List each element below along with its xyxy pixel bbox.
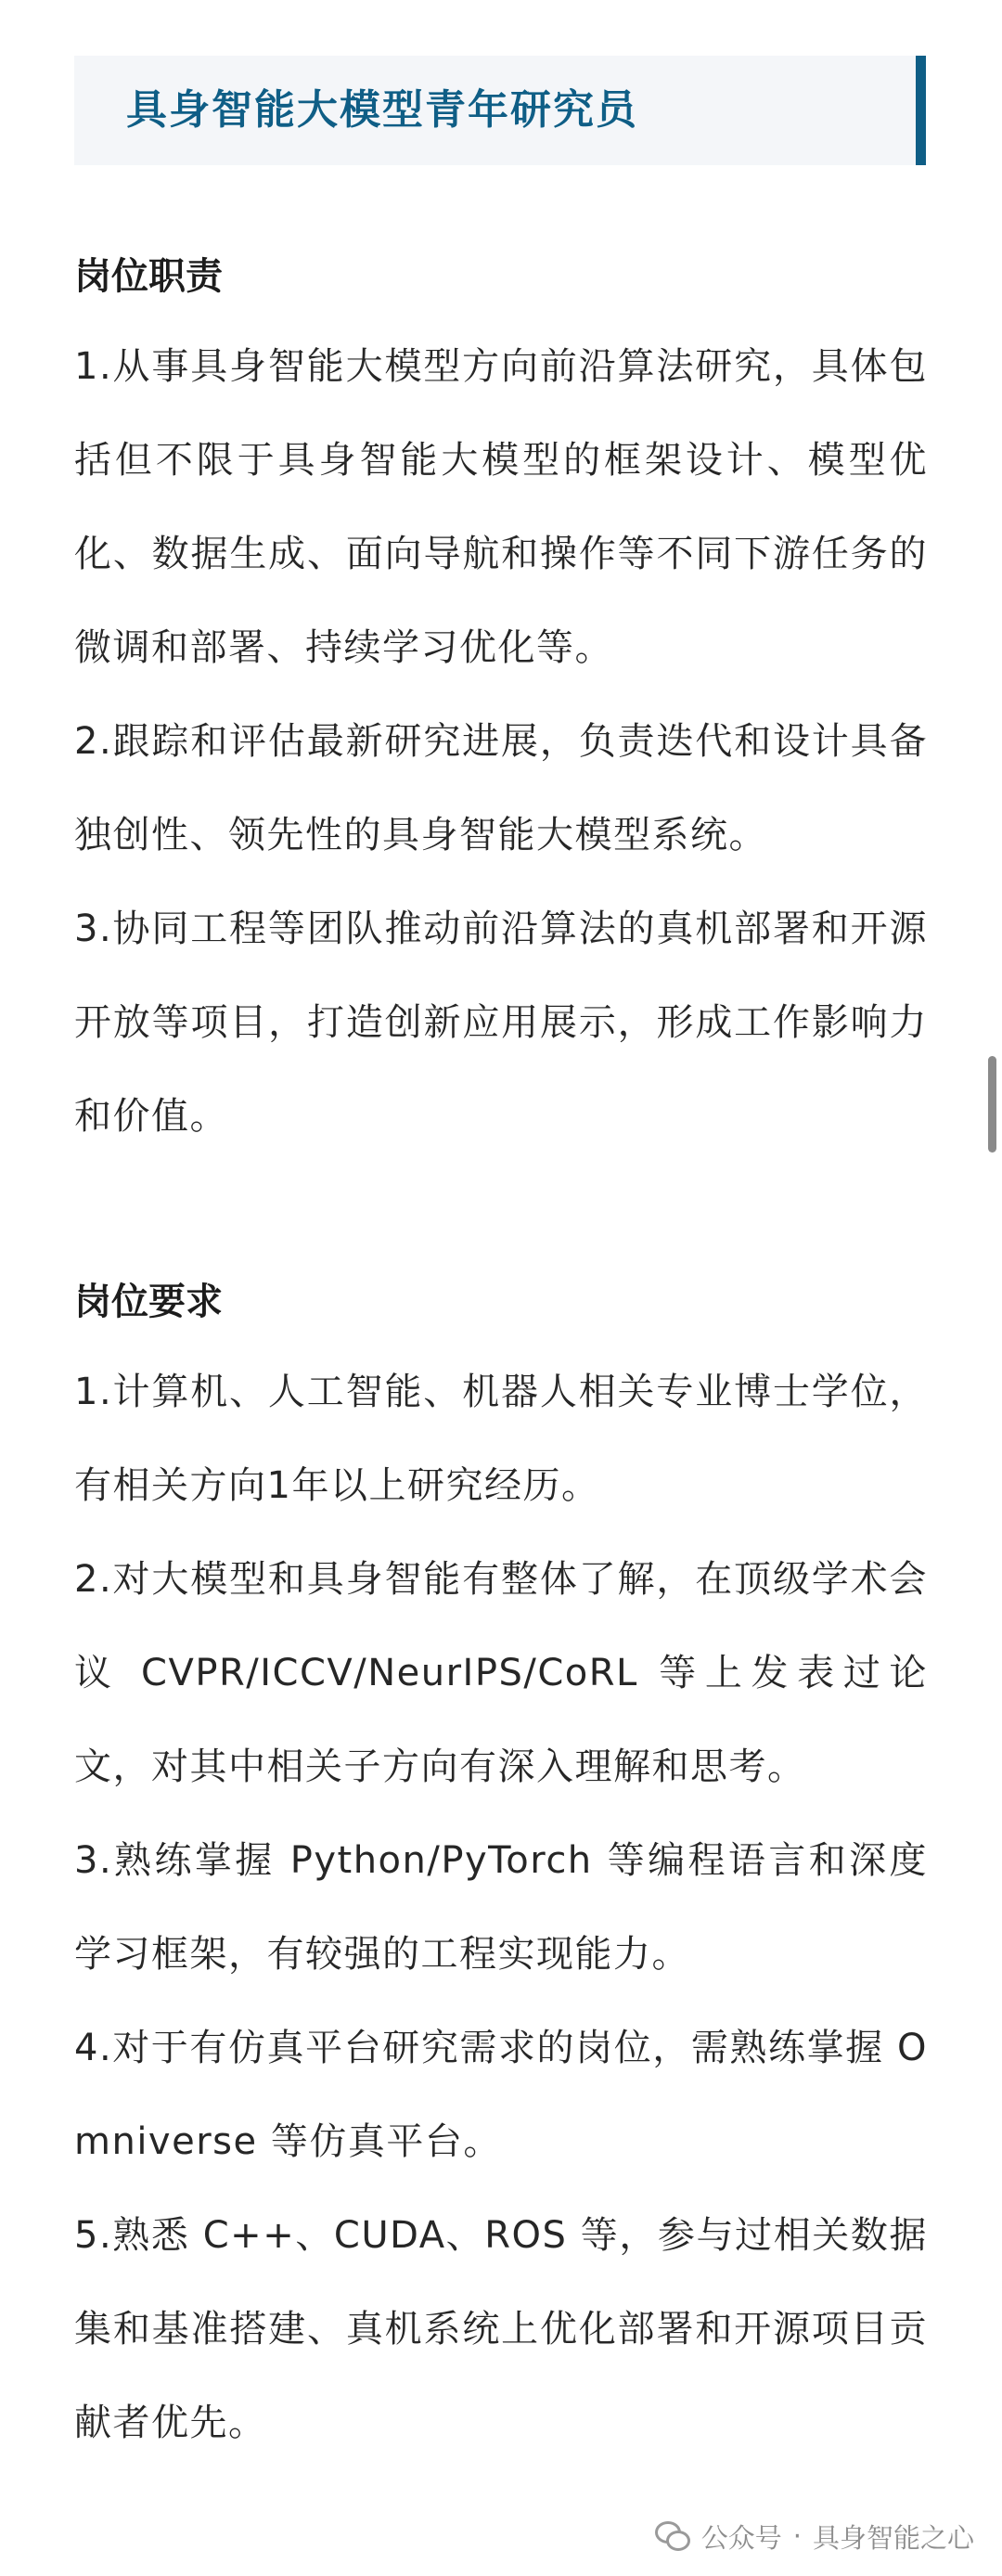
watermark-separator: ·	[792, 2520, 802, 2552]
job-title: 具身智能大模型青年研究员	[126, 86, 638, 134]
duties-heading: 岗位职责	[74, 255, 223, 298]
requirements-heading: 岗位要求	[74, 1281, 223, 1323]
wechat-icon	[655, 2521, 690, 2551]
duties-section	[74, 253, 928, 1164]
watermark-account: 具身智能之心	[812, 2521, 974, 2554]
requirement-item-3: 3.熟练掌握 Python/PyTorch 等编程语言和深度学习框架，有较强的工程实现能力。	[74, 1839, 928, 1976]
scrollbar-thumb[interactable]	[988, 1056, 996, 1153]
watermark	[655, 2513, 974, 2559]
duty-item-1: 1.从事具身智能大模型方向前沿算法研究，具体包括但不限于具身智能大模型的框架设计、模型优化、数据生成、面向导航和操作等不同下游任务的微调和部署、持续学习优化等。	[74, 345, 928, 669]
requirements-section	[74, 1279, 928, 2470]
duty-item-2: 2.跟踪和评估最新研究进展，负责迭代和设计具备独创性、领先性的具身智能大模型系统。	[74, 720, 928, 857]
requirement-item-2: 2.对大模型和具身智能有整体了解，在顶级学术会议 CVPR/ICCV/NeurIPS/CoRL 等上发表过论文，对其中相关子方向有深入理解和思考。	[74, 1558, 928, 1788]
requirement-item-4: 4.对于有仿真平台研究需求的岗位，需熟练掌握 Omniverse 等仿真平台。	[74, 2027, 928, 2163]
title-banner	[74, 56, 926, 165]
duty-item-3: 3.协同工程等团队推动前沿算法的真机部署和开源开放等项目，打造创新应用展示，形成工作影响力和价值。	[74, 908, 928, 1138]
requirement-item-1: 1.计算机、人工智能、机器人相关专业博士学位，有相关方向1年以上研究经历。	[74, 1371, 928, 1507]
requirement-item-5: 5.熟悉 C++、CUDA、ROS 等，参与过相关数据集和基准搭建、真机系统上优化部署和开源项目贡献者优先。	[74, 2214, 928, 2444]
watermark-source: 公众号	[700, 2521, 782, 2554]
